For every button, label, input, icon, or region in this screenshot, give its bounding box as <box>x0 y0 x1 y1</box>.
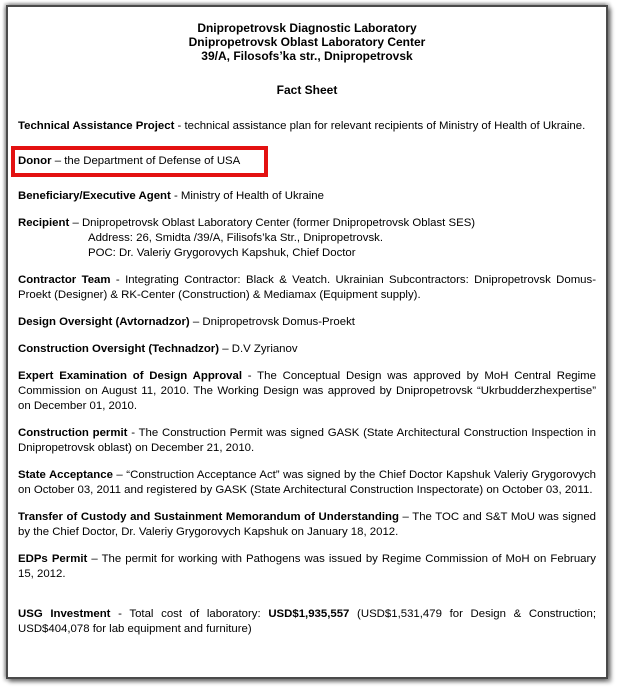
section-recipient <box>18 216 596 261</box>
section-label: Expert Examination of Design Approval <box>18 370 242 382</box>
section-text: Total cost of laboratory: <box>129 608 269 620</box>
section-text: technical assistance plan for relevant recipients of Ministry of Health of Ukraine. <box>184 120 586 132</box>
section-label: USG Investment <box>18 608 111 620</box>
section-construction-oversight <box>18 342 596 357</box>
org-address-line: 39/A, Filosofs’ka str., Dnipropetrovsk <box>201 49 413 63</box>
section-text: Ministry of Health of Ukraine <box>180 190 324 202</box>
section-separator: – <box>112 469 127 481</box>
section-label: State Acceptance <box>18 469 113 481</box>
section-text: The Construction Permit was signed GASK (State Architectural Construction Inspection in Dnipropetrovsk oblast) on December 21, 2010. <box>18 427 596 454</box>
section-label: Beneficiary/Executive Agent <box>18 190 171 202</box>
section-label: Design Oversight (Avtornadzor) <box>18 316 190 328</box>
section-beneficiary-executive-agent <box>18 189 596 204</box>
section-text: Integrating Contractor: Black & Veatch. Ukrainian Subcontractors: Dnipropetrovsk Domus-Proekt (Designer) & RK-Center (Construction) & Mediamax (Equipment supply). <box>18 274 597 301</box>
section-design-oversight <box>18 315 596 330</box>
section-text: the Department of Defense of USA <box>64 155 241 167</box>
section-text: The Conceptual Design was approved by MoH Central Regime Commission on August 11, 2010. The Working Design was approved by Dnipropetrovsk “Ukrbudderzhexpertise” on December 01, 2010. <box>18 370 596 412</box>
section-contractor-team <box>18 273 596 303</box>
section-technical-assistance-project <box>18 119 596 134</box>
section-label: Technical Assistance Project <box>18 120 175 132</box>
document-header <box>18 19 596 63</box>
section-separator: – <box>398 511 413 523</box>
section-label: Construction permit <box>18 427 128 439</box>
section-separator: – <box>69 217 82 229</box>
document-title: Fact Sheet <box>276 83 338 97</box>
section-separator: - <box>127 427 139 439</box>
section-label: Recipient <box>18 217 70 229</box>
section-separator: – <box>51 155 65 167</box>
section-separator: - <box>170 190 181 202</box>
section-separator: – <box>189 316 203 328</box>
section-text: Dnipropetrovsk Oblast Laboratory Center (former Dnipropetrovsk Oblast SES) <box>81 217 476 229</box>
section-text: “Construction Acceptance Act” was signed by the Chief Doctor Kapshuk Valeriy Grygorovych on October 03, 2011 and registered by GASK (State Architectural Construction Inspectorate) on October 03, 2011. <box>18 469 596 496</box>
recipient-poc-line: POC: Dr. Valeriy Grygorovych Kapshuk, Chief Doctor <box>88 247 356 259</box>
section-text: (USD$1,531,479 for Design & Construction; USD$404,078 for lab equipment and furniture) <box>18 608 597 635</box>
section-separator: - <box>242 370 258 382</box>
section-label: EDPs Permit <box>18 553 88 565</box>
section-edps-permit <box>18 552 596 582</box>
org-name-line: Dnipropetrovsk Oblast Laboratory Center <box>188 35 426 49</box>
section-transfer-of-custody <box>18 510 596 540</box>
section-label: Transfer of Custody and Sustainment Memorandum of Understanding <box>18 511 399 523</box>
section-label: Contractor Team <box>18 274 111 286</box>
section-text: Dnipropetrovsk Domus-Proekt <box>202 316 355 328</box>
section-text: D.V Zyrianov <box>231 343 298 355</box>
org-name-line: Dnipropetrovsk Diagnostic Laboratory <box>197 21 417 35</box>
section-separator: – <box>87 553 102 565</box>
donor-highlight-box <box>11 146 268 177</box>
total-cost-value: USD$1,935,557 <box>268 608 350 620</box>
section-separator: - <box>174 120 185 132</box>
section-usg-investment <box>18 607 596 637</box>
section-construction-permit <box>18 426 596 456</box>
section-donor <box>18 146 596 177</box>
section-text: The permit for working with Pathogens was issued by Regime Commission of MoH on February 15, 2012. <box>18 553 596 580</box>
section-text: The TOC and S&T MoU was signed by the Chief Doctor, Dr. Valeriy Grygorovych Kapshuk on January 18, 2012. <box>18 511 596 538</box>
section-label: Construction Oversight (Technadzor) <box>18 343 220 355</box>
section-state-acceptance <box>18 468 596 498</box>
section-label: Donor <box>18 155 52 167</box>
section-expert-examination <box>18 369 596 414</box>
recipient-address-line: Address: 26, Smidta /39/A, Filisofs’ka Str., Dnipropetrovsk. <box>88 232 384 244</box>
section-separator: – <box>219 343 232 355</box>
section-separator: - <box>110 608 130 620</box>
document-page <box>6 5 608 679</box>
section-separator: - <box>110 274 126 286</box>
